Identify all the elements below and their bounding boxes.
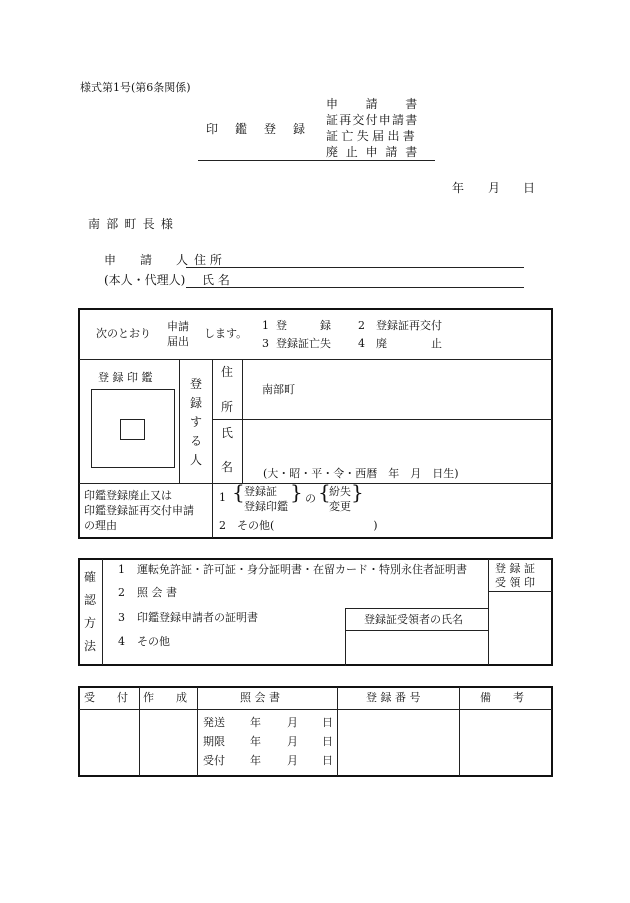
name-label-2: 名 [221,460,234,474]
registrant-label-char: 登 [190,377,203,391]
request-item-3[interactable]: 登録証亡失 [276,337,331,350]
applicant-name-field[interactable] [186,287,524,288]
registrant-birth-era: (大・昭・平・令・西暦 年 月 日生) [263,467,459,480]
request-item-1-no: 1 [262,319,269,332]
request-item-3-no: 3 [262,337,269,350]
inquiry-row-m: 月 [287,754,298,767]
inquiry-row-d: 日 [322,735,333,748]
reason-brace-left-1[interactable]: 登録証 [244,485,277,498]
office-header-notes: 備 考 [480,691,524,704]
seal-inner-box [120,419,145,440]
reason-item-2[interactable]: 2 その他( ) [219,519,378,532]
date-year: 年 [452,181,465,195]
confirm-item-4-no: 4 [118,635,125,648]
form-number: 様式第1号(第6条関係) [80,81,191,94]
address-label-2: 所 [221,400,234,414]
title-right-4: 廃止申請書 [326,145,426,159]
reason-label-1: 印鑑登録廃止又は [84,489,172,502]
title-right-1: 申 請 書 [326,97,419,111]
inquiry-row-m: 月 [287,716,298,729]
confirm-item-4[interactable]: その他 [137,635,170,648]
inquiry-row-label: 発送 [203,716,225,729]
inquiry-row-y: 年 [250,735,261,748]
receipt-header-2: 受 領 印 [495,576,535,589]
confirm-item-3-no: 3 [118,611,125,624]
request-option-notify[interactable]: 届出 [167,335,189,348]
inquiry-row-d: 日 [322,716,333,729]
brace-open-left: { [232,480,245,504]
inquiry-row-d: 日 [322,754,333,767]
request-option-apply[interactable]: 申請 [167,320,189,333]
confirm-label-char: 方 [84,616,97,630]
confirm-item-1-no: 1 [118,563,125,576]
office-header-inquiry: 照 会 書 [240,691,280,704]
reason-label-3: の理由 [84,519,117,532]
registrant-label-char: る [190,434,203,448]
registrant-label-char: 録 [190,396,203,410]
inquiry-row-label: 受付 [203,754,225,767]
request-suffix: します。 [204,327,248,340]
request-item-2[interactable]: 登録証再交付 [376,319,442,332]
reason-brace-right-2[interactable]: 変更 [329,500,351,513]
applicant-name-label: 氏 名 [202,273,230,287]
registrant-label-char: 人 [190,453,203,467]
confirm-item-3[interactable]: 印鑑登録申請者の証明書 [137,611,258,624]
date-month: 月 [488,181,501,195]
seal-label: 登 録 印 鑑 [98,371,153,384]
office-header-reception: 受 付 [84,691,128,704]
address-label-1: 住 [221,365,234,379]
title-right-2: 証再交付申請書 [326,113,419,127]
inquiry-row-m: 月 [287,735,298,748]
inquiry-row-y: 年 [250,716,261,729]
name-label-1: 氏 [221,426,234,440]
confirm-item-2-no: 2 [118,586,125,599]
date-day: 日 [523,181,536,195]
request-item-2-no: 2 [358,319,365,332]
receiver-name-label: 登録証受領者の氏名 [364,613,463,626]
request-item-4-no: 4 [358,337,365,350]
title-left: 印 鑑 登 録 [206,122,312,136]
reason-connector: の [305,492,316,505]
office-header-regno: 登 録 番 号 [366,691,421,704]
brace-close-right: } [351,480,364,504]
title-underline [198,160,435,161]
inquiry-row-label: 期限 [203,735,225,748]
request-item-1[interactable]: 登 録 [276,319,331,332]
applicant-address-field[interactable] [186,267,524,268]
reason-brace-left-2[interactable]: 登録印鑑 [244,500,288,513]
registrant-label-char: す [190,415,203,429]
addressee: 南 部 町 長 様 [88,217,175,231]
request-prefix: 次のとおり [96,327,151,340]
confirm-item-1[interactable]: 運転免許証・許可証・身分証明書・在留カード・特別永住者証明書 [137,563,467,576]
applicant-sub-label: (本人・代理人) [104,273,186,287]
reason-label-2: 印鑑登録証再交付申請 [84,504,194,517]
confirm-item-2[interactable]: 照 会 書 [137,586,177,599]
registrant-address-value: 南部町 [262,383,295,396]
brace-open-right: { [318,480,331,504]
request-item-4[interactable]: 廃 止 [376,337,442,350]
applicant-address-label: 住 所 [194,253,222,267]
applicant-label: 申 請 人 [104,253,189,267]
reason-brace-right-1[interactable]: 紛失 [329,485,351,498]
reason-item-1-no: 1 [219,491,226,504]
brace-close-left: } [290,480,303,504]
confirm-label-char: 認 [84,593,97,607]
receipt-header-1: 登 録 証 [495,562,535,575]
inquiry-row-y: 年 [250,754,261,767]
confirm-label-char: 確 [84,570,97,584]
confirm-label-char: 法 [84,639,97,653]
office-header-created: 作 成 [143,691,187,704]
title-right-3: 証亡失届出書 [326,129,419,143]
